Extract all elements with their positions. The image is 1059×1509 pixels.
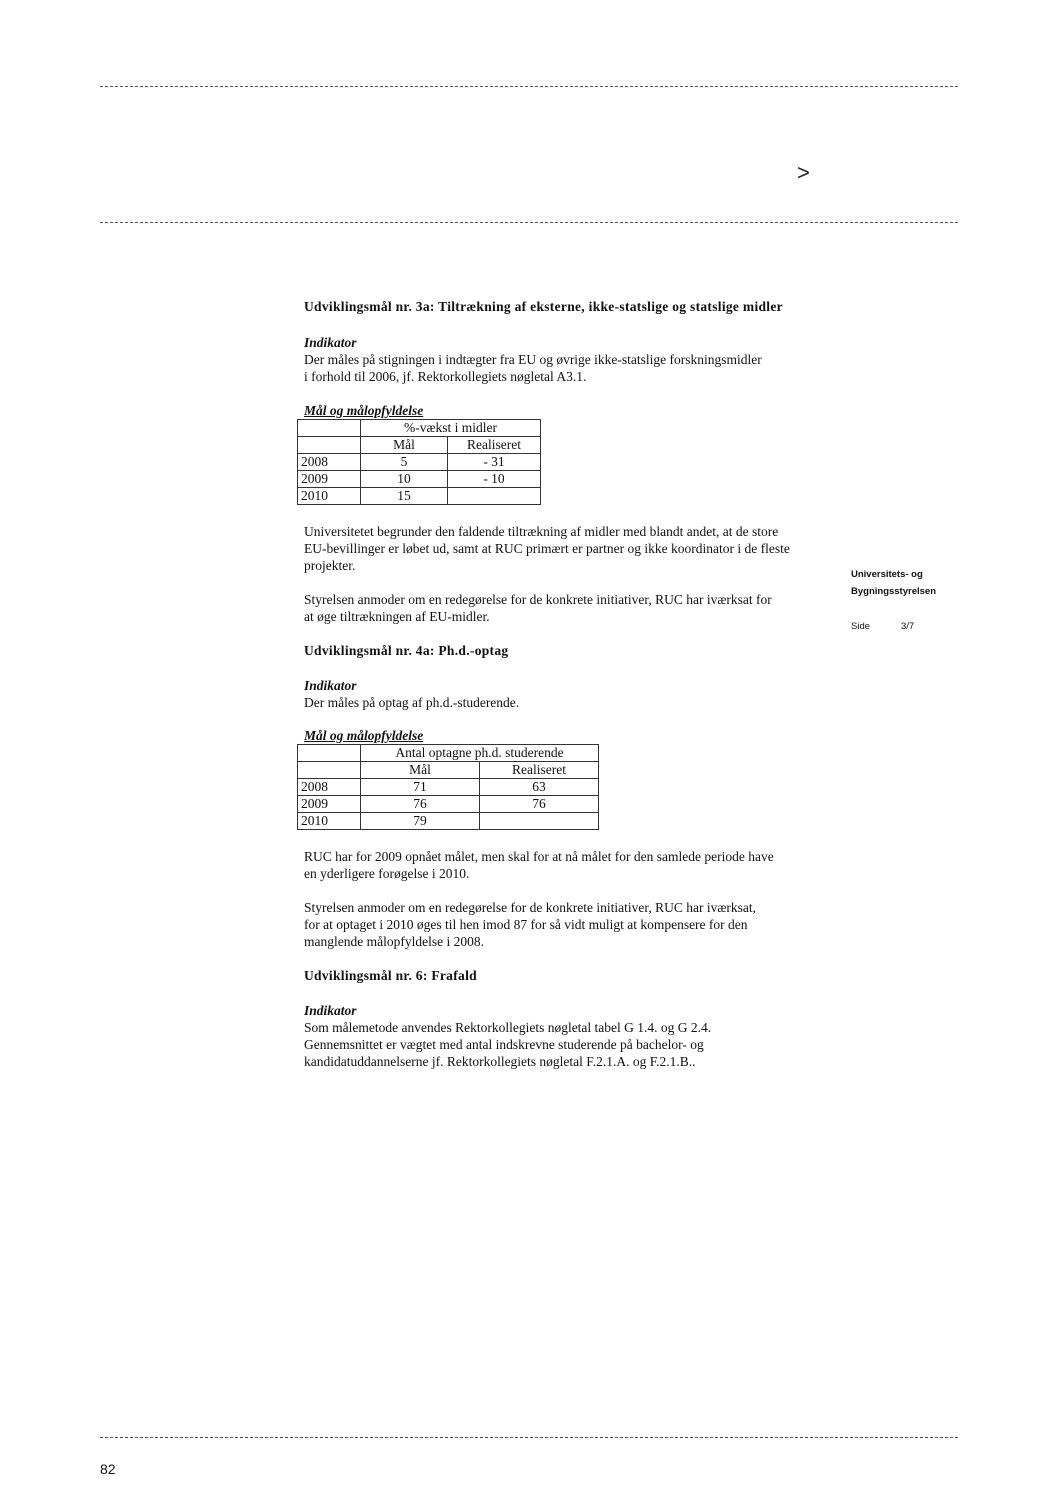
section-4a-indicator-text: Der måles på optag af ph.d.-studerende. — [304, 695, 520, 710]
section-6-heading: Udviklingsmål nr. 6: Frafald — [304, 968, 477, 983]
table-group-header: Antal optagne ph.d. studerende — [361, 745, 599, 762]
sidebar-org-line-2: Bygningsstyrelsen — [851, 586, 936, 597]
table-row: 2010 79 — [298, 813, 599, 830]
section-4a-goal-label: Mål og målopfyldelse — [304, 728, 424, 743]
table-row: 2009 10 - 10 — [298, 471, 541, 488]
sidebar-page-value: 3/7 — [901, 621, 915, 632]
table-col-goal: Mål — [361, 437, 448, 454]
section-4a-indicator-label: Indikator — [304, 678, 357, 693]
growth-table — [297, 419, 541, 505]
section-4a-para-2: Styrelsen anmoder om en redegørelse for de konkrete initiativer, RUC har iværksat, for at optaget i 2010 øges til hen imod 87 for så vidt muligt at kompensere for den manglende målopfyldelse i 2008. — [304, 900, 756, 949]
header-divider — [100, 222, 958, 223]
main-content — [301, 298, 804, 1070]
section-6-indicator-label: Indikator — [304, 1003, 357, 1018]
page-number: 82 — [100, 1461, 116, 1477]
table-row: 2008 71 63 — [298, 779, 599, 796]
table-row: 2009 76 76 — [298, 796, 599, 813]
section-4a-para-1: RUC har for 2009 opnået målet, men skal for at nå målet for den samlede periode have en yderligere forøgelse i 2010. — [304, 849, 774, 881]
table-col-realized: Realiseret — [480, 762, 599, 779]
section-3a-para-2: Styrelsen anmoder om en redegørelse for de konkrete initiativer, RUC har iværksat for at øge tiltrækningen af EU-midler. — [304, 592, 772, 624]
section-3a-heading: Udviklingsmål nr. 3a: Tiltrækning af eksterne, ikke-statslige og statslige midler — [304, 299, 783, 314]
table-group-header: %-vækst i midler — [361, 420, 541, 437]
section-3a-para-1: Universitetet begrunder den faldende tiltrækning af midler med blandt andet, at de store EU-bevillinger er løbet ud, samt at RUC primært er partner og ikke koordinator i de fleste projekter. — [304, 524, 790, 573]
table-col-goal: Mål — [361, 762, 480, 779]
section-3a-indicator-text: Der måles på stigningen i indtægter fra EU og øvrige ikke-statslige forskningsmidler i forhold til 2006, jf. Rektorkollegiets nøgletal A3.1. — [304, 352, 762, 384]
table-row: 2008 5 - 31 — [298, 454, 541, 471]
table-row: 2010 15 — [298, 488, 541, 505]
section-6-indicator-text: Som målemetode anvendes Rektorkollegiets nøgletal tabel G 1.4. og G 2.4. Gennemsnittet er vægtet med antal indskrevne studerende på bachelor- og kandidatuddannelserne jf. Rektorkollegiets nøgletal F.2.1.A. og F.2.1.B.. — [304, 1020, 712, 1069]
section-4a-heading: Udviklingsmål nr. 4a: Ph.d.-optag — [304, 643, 509, 658]
sidebar-page-label: Side — [851, 621, 871, 632]
section-3a-indicator-label: Indikator — [304, 335, 357, 350]
table-col-realized: Realiseret — [448, 437, 541, 454]
sidebar-org-line-1: Universitets- og — [851, 569, 923, 580]
top-divider — [100, 86, 958, 87]
arrow-icon: > — [797, 160, 810, 185]
phd-table — [297, 744, 599, 830]
footer-divider — [100, 1437, 958, 1438]
section-3a-goal-label: Mål og målopfyldelse — [304, 403, 424, 418]
